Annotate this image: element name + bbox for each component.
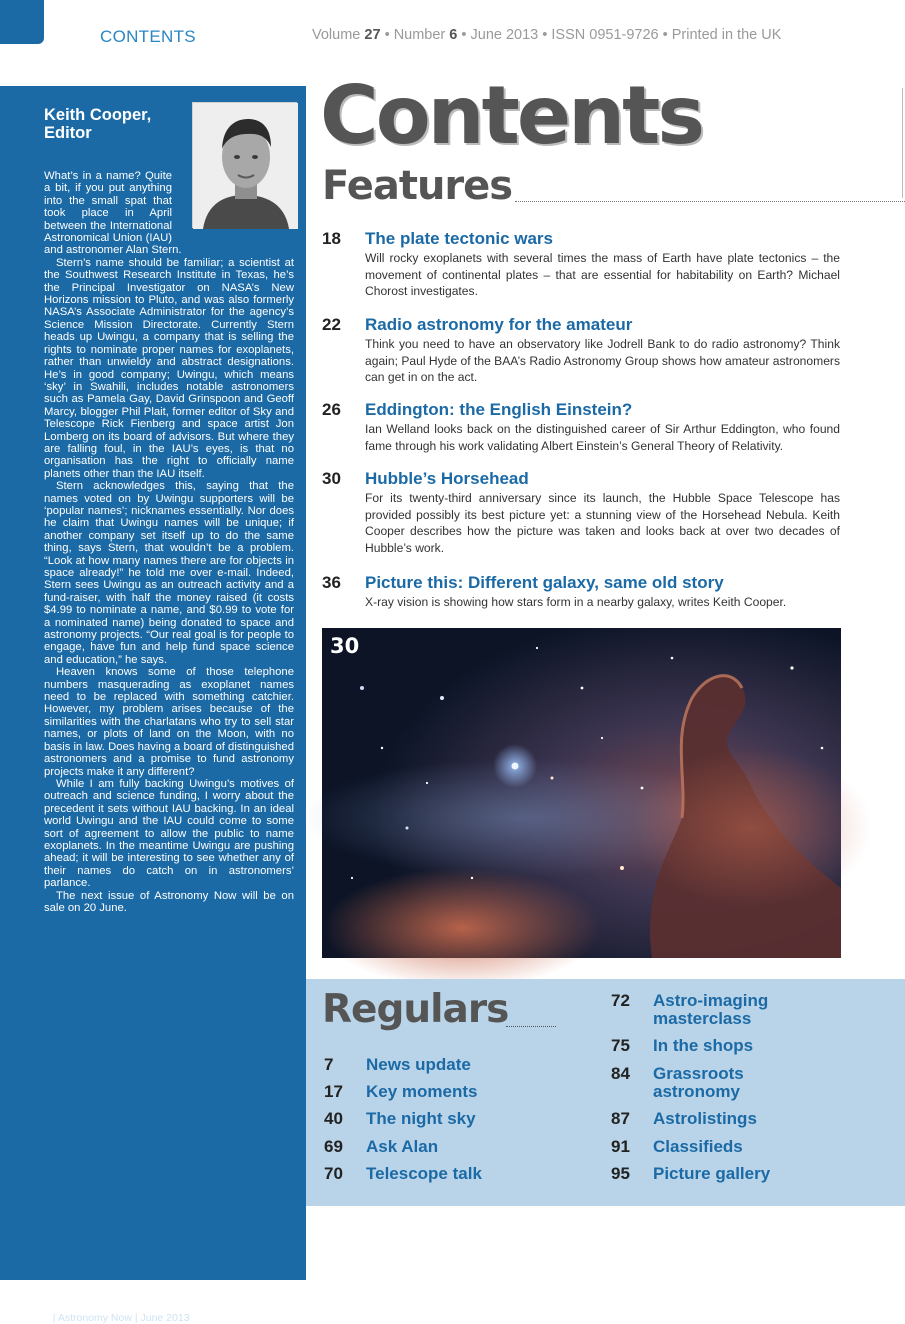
regular-title[interactable]: Ask Alan: [366, 1137, 439, 1156]
regular-title[interactable]: In the shops: [653, 1036, 754, 1055]
feature-page-number: 26: [322, 400, 341, 419]
regular-page-number: 95: [611, 1164, 630, 1183]
page-title: Contents: [320, 69, 702, 162]
feature-description: Think you need to have an observatory like Jodrell Bank to do radio astronomy? Think again; Paul Hyde of the BAA’s Radio Astronomy Group shows how amateur astronomers can get in on the act.: [365, 337, 840, 384]
regulars-heading: Regulars: [322, 987, 509, 1032]
feature-title[interactable]: Radio astronomy for the amateur: [365, 315, 633, 334]
feature-description: For its twenty-third anniversary since its launch, the Hubble Space Telescope has provided possibly its best picture yet: a stunning view of the Horsehead Nebula. Keith Cooper describes how the picture was taken and looks back at over two decades of Hubble’s work.: [365, 491, 840, 555]
editorial-paragraph: The next issue of Astronomy Now will be on sale on 20 June.: [44, 889, 294, 914]
regular-page-number: 40: [324, 1109, 343, 1128]
corner-tab: [0, 0, 44, 44]
regular-title[interactable]: News update: [366, 1055, 471, 1074]
regular-page-number: 7: [324, 1055, 334, 1074]
regular-page-number: 87: [611, 1109, 630, 1128]
regular-item[interactable]: [611, 1110, 757, 1128]
editorial-paragraph: Heaven knows some of those telephone numbers masquerading as exoplanet names need to be replaced with something catchier. However, my problem arises because of the similarities with the charlatans who try to sell star names, or plots of land on the Moon, with no basis in law. Does having a board of distinguished astronomers and a promise to fund astronomy projects make it any different?: [44, 666, 294, 778]
regular-title[interactable]: Key moments: [366, 1082, 478, 1101]
regular-title[interactable]: The night sky: [366, 1109, 476, 1128]
regular-item[interactable]: [611, 1165, 770, 1183]
features-divider: [515, 201, 905, 202]
regular-item[interactable]: [611, 1138, 743, 1156]
regular-item[interactable]: [324, 1165, 482, 1183]
regular-item[interactable]: [611, 1065, 773, 1101]
regular-title[interactable]: Astrolistings: [653, 1109, 757, 1128]
features-heading: Features: [322, 163, 513, 209]
regular-title[interactable]: Classifieds: [653, 1137, 743, 1156]
feature-title[interactable]: Eddington: the English Einstein?: [365, 400, 633, 419]
feature-page-number: 22: [322, 315, 341, 334]
feature-title[interactable]: Hubble’s Horsehead: [365, 469, 529, 488]
regulars-panel: [306, 979, 905, 1206]
issue-details: Volume 27 • Number 6 • June 2013 • ISSN 0951-9726 • Printed in the UK: [312, 27, 782, 43]
regular-page-number: 75: [611, 1036, 630, 1055]
regular-item[interactable]: [324, 1110, 476, 1128]
page-footer: 4 | Astronomy Now | June 2013: [44, 1312, 190, 1324]
image-page-reference: 30: [330, 634, 360, 658]
feature-page-number: 30: [322, 469, 341, 488]
regular-page-number: 69: [324, 1137, 343, 1156]
editorial-paragraph: What’s in a name? Quite a bit, if you put anything into the small spat that took place in April between the International Astronomical Union (IAU) and astronomer Alan Stern.: [44, 170, 182, 257]
regular-item[interactable]: [324, 1056, 471, 1074]
column-rule: [902, 88, 903, 198]
regular-title[interactable]: Astro-imaging masterclass: [653, 991, 769, 1028]
feature-description: Ian Welland looks back on the distinguished career of Sir Arthur Eddington, who found fame through his work validating Albert Einstein’s General Theory of Relativity.: [365, 422, 840, 453]
feature-description: Will rocky exoplanets with several times the mass of Earth have plate tectonics – the movement of continental plates – that are essential for habitability on Earth? Michael Chorost investigates.: [365, 251, 840, 298]
feature-description: X-ray vision is showing how stars form in a nearby galaxy, writes Keith Cooper.: [365, 595, 787, 609]
editor-name: Keith Cooper, Editor: [44, 106, 152, 142]
editorial-column: [0, 86, 306, 1324]
regulars-divider: [506, 1026, 556, 1027]
regular-title[interactable]: Picture gallery: [653, 1164, 771, 1183]
feature-title[interactable]: Picture this: Different galaxy, same old story: [365, 573, 724, 592]
regular-title[interactable]: Grassroots astronomy: [653, 1064, 744, 1101]
regular-item[interactable]: [324, 1083, 477, 1101]
feature-page-number: 36: [322, 573, 341, 592]
feature-page-number: 18: [322, 229, 341, 248]
regular-item[interactable]: [611, 992, 813, 1028]
regular-page-number: 70: [324, 1164, 343, 1183]
feature-title[interactable]: The plate tectonic wars: [365, 229, 553, 248]
editorial-paragraph: Stern acknowledges this, saying that the names voted on by Uwingu supporters will be ‘popular names’; nicknames essentially. Nor does he claim that Uwingu names will be unique; if another company set itself up to do the same thing, says Stern, that wouldn’t be a problem. “Look at how many names there are for objects in space already!” he told me over e-mail. Indeed, Stern sees Uwingu as an outreach activity and a fund-raiser, with half the money raised (it costs $4.99 to nominate a name, and $0.99 to vote for a nominated name) being donated to space and astronomy projects. “Our real goal is for people to engage, have fun and help fund space science and education,” he says.: [44, 480, 294, 666]
section-label: CONTENTS: [100, 27, 196, 46]
regular-title[interactable]: Telescope talk: [366, 1164, 482, 1183]
regular-page-number: 72: [611, 991, 630, 1010]
regular-page-number: 84: [611, 1064, 630, 1083]
regular-item[interactable]: [611, 1037, 753, 1055]
regular-page-number: 91: [611, 1137, 630, 1156]
editorial-text: [44, 170, 294, 914]
regular-item[interactable]: [324, 1138, 438, 1156]
regular-page-number: 17: [324, 1082, 343, 1101]
editorial-paragraph: While I am fully backing Uwingu’s motives of outreach and science funding, I worry about the precedent it sets without IAU backing. In an ideal world Uwingu and the IAU could come to some sort of agreement to allow the public to name exoplanets. In the meantime Uwingu are pushing ahead; it will be interesting to see whether any of their names do catch on in astronomers’ parlance.: [44, 777, 294, 890]
horsehead-nebula-image[interactable]: [322, 628, 841, 958]
editorial-paragraph: Stern’s name should be familiar; a scientist at the Southwest Research Institute in Texas, he’s the Principal Investigator on NASA’s New Horizons mission to Pluto, and was also formerly NASA’s Associate Administrator for the agency’s Science Mission Directorate. Currently Stern heads up Uwingu, a company that is selling the rights to nominate proper names for exoplanets, rather than unwieldy and abstract designations. He’s in good company; Uwingu, which means ‘sky’ in Swahili, includes notable astronomers such as Pamela Gay, David Grinspoon and Geoff Marcy, blogger Phil Plait, former editor of Sky and Telescope Rick Fienberg and space artist Jon Lomberg on its board of advisors. But where they are falling foul, in the IAU’s eyes, is that no organisation has the right to officially name planets other than the IAU itself.: [44, 256, 294, 480]
